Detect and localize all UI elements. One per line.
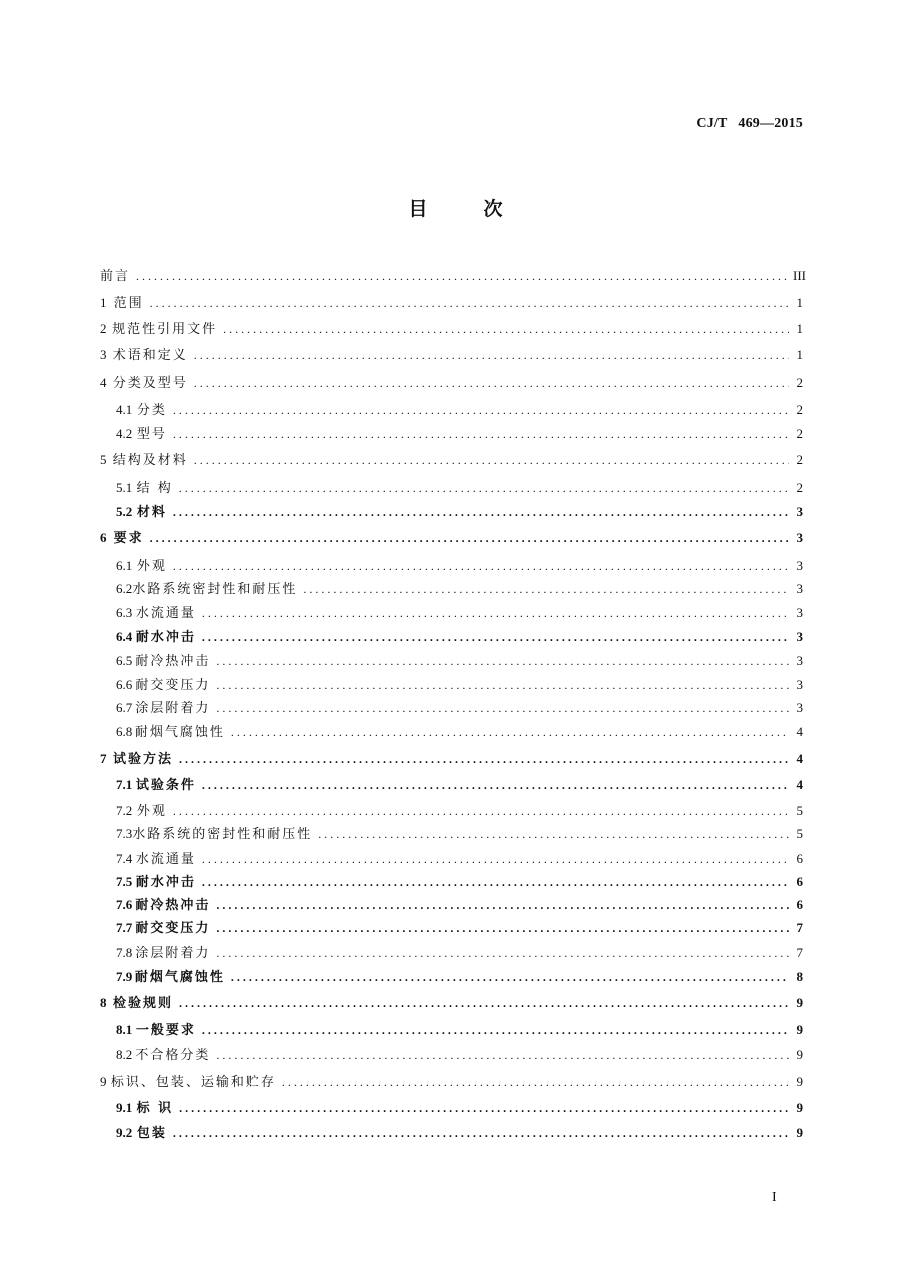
toc-entry-number: 7.9 [116,969,133,984]
toc-entry[interactable] [116,802,803,820]
toc-entry-page: 7 [796,920,803,935]
toc-entry-number: 6.3 [116,605,133,620]
toc-dot-leader [216,652,789,670]
toc-entry-page: 9 [796,1047,803,1062]
toc-entry[interactable] [100,346,803,364]
toc-entry-page: 8 [796,969,803,984]
toc-entry[interactable] [116,723,803,741]
toc-dot-leader [282,1073,789,1091]
toc-entry-number: 6.7 [116,700,133,715]
toc-entry-page: 3 [796,653,803,668]
toc-dot-leader [231,723,789,741]
toc-entry[interactable] [116,1124,803,1142]
toc-entry-label: 试验方法 [113,752,174,767]
toc-entry[interactable] [116,825,803,843]
toc-entry-label: 耐冷热冲击 [135,654,211,669]
toc-dot-leader [216,1046,789,1064]
toc-entry[interactable] [116,1099,803,1117]
toc-entry-page: 3 [796,605,803,620]
toc-entry-number: 7 [100,751,107,766]
toc-dot-leader [150,529,789,547]
toc-dot-leader [216,919,789,937]
toc-entry-page: 4 [796,777,803,792]
toc-entry-number: 4 [100,375,107,390]
toc-entry[interactable] [100,994,803,1012]
toc-entry-number: 6.4 [116,629,133,644]
toc-entry-page: 6 [796,874,803,889]
toc-entry-label: 耐水冲击 [135,630,196,645]
toc-dot-leader [179,1099,789,1117]
document-id: CJ/T 469—2015 [696,116,803,131]
toc-dot-leader [194,346,789,364]
toc-entry-label: 分类 [136,403,167,418]
toc-entry-label: 耐烟气腐蚀性 [134,725,225,740]
toc-entry-page: 2 [796,426,803,441]
toc-entry-number: 3 [100,347,107,362]
toc-entry-page: 7 [796,945,803,960]
toc-entry[interactable] [116,919,803,937]
toc-entry-page: 3 [796,581,803,596]
toc-dot-leader [194,374,789,392]
toc-dot-leader [303,580,789,598]
toc-entry-page: III [793,268,806,283]
toc-dot-leader [173,1124,789,1142]
toc-entry-label: 术语和定义 [112,348,188,363]
toc-entry-number: 5.1 [116,480,133,495]
toc-entry[interactable] [100,1073,803,1091]
toc-entry-page: 9 [796,1074,803,1089]
toc-entry-page: 3 [796,530,803,545]
toc-dot-leader [173,425,789,443]
toc-dot-leader [202,776,789,794]
toc-entry[interactable] [116,968,803,986]
toc-entry-number: 5 [100,452,107,467]
toc-entry-number: 6.8 [116,724,133,739]
toc-entry-number: 7.7 [116,920,133,935]
toc-entry-number: 6.2 [116,581,133,596]
toc-entry-number: 6.6 [116,677,133,692]
toc-entry-label: 包装 [136,1126,167,1141]
toc-entry-page: 3 [796,504,803,519]
toc-entry-page: 1 [796,321,803,336]
toc-entry-label: 型号 [136,427,167,442]
toc-entry-number: 6 [100,530,107,545]
toc-entry-label: 前言 [100,269,131,284]
toc-entry-number: 4.2 [116,426,133,441]
toc-entry-page: 2 [796,452,803,467]
toc-entry-number: 1 [100,295,107,310]
toc-entry-page: 3 [796,629,803,644]
toc-entry-page: 3 [796,558,803,573]
toc-entry-label: 耐水冲击 [135,875,196,890]
toc-dot-leader [216,699,789,717]
toc-entry[interactable] [116,1046,803,1064]
toc-entry-page: 4 [796,751,803,766]
toc-entry-label: 涂层附着力 [135,946,211,961]
toc-entry[interactable] [116,1021,803,1039]
toc-dot-leader [179,994,789,1012]
toc-dot-leader [150,294,789,312]
toc-entry[interactable] [100,267,806,285]
toc-dot-leader [173,401,789,419]
toc-entry-number: 9.2 [116,1125,133,1140]
toc-entry-label: 结 构 [136,481,173,496]
toc-entry-page: 9 [796,1022,803,1037]
toc-entry[interactable] [116,557,803,575]
toc-entry-number: 7.3 [116,826,133,841]
toc-entry[interactable] [116,676,803,694]
toc-entry[interactable] [100,750,803,768]
toc-entry[interactable] [100,374,803,392]
toc-entry-label: 水流通量 [135,852,196,867]
toc-entry-label: 耐交变压力 [135,921,211,936]
page-number: I [772,1190,777,1205]
page-title: 目次 [408,198,559,220]
toc-entry-page: 2 [796,402,803,417]
toc-entry[interactable] [100,294,803,312]
toc-entry[interactable] [116,652,803,670]
toc-entry-label: 标 识 [136,1101,174,1116]
toc-dot-leader [216,944,789,962]
toc-entry[interactable] [116,479,803,497]
toc-dot-leader [223,320,789,338]
toc-dot-leader [202,604,789,622]
toc-entry[interactable] [100,320,803,338]
toc-entry-label: 标识、包装、运输和贮存 [110,1075,276,1090]
toc-entry-page: 4 [796,724,803,739]
toc-dot-leader [173,802,789,820]
toc-entry-number: 8.2 [116,1047,133,1062]
toc-entry[interactable] [116,580,803,598]
toc-entry-label: 水流通量 [135,606,196,621]
toc-entry-label: 要求 [113,531,144,546]
toc-entry-number: 6.5 [116,653,133,668]
toc-dot-leader [173,503,789,521]
toc-dot-leader [194,451,789,469]
toc-entry[interactable] [100,451,803,469]
toc-entry[interactable] [116,604,803,622]
toc-entry[interactable] [116,776,803,794]
toc-entry-label: 分类及型号 [112,376,188,391]
toc-entry-page: 2 [796,375,803,390]
toc-entry-page: 1 [796,295,803,310]
toc-dot-leader [179,750,789,768]
toc-entry-label: 检验规则 [113,996,174,1011]
toc-entry-label: 水路系统的密封性和耐压性 [132,827,313,842]
toc-entry-number: 7.6 [116,897,133,912]
toc-entry[interactable] [100,529,803,547]
toc-entry-page: 9 [796,995,803,1010]
toc-entry-page: 3 [796,677,803,692]
toc-dot-leader [231,968,789,986]
toc-dot-leader [136,267,789,285]
toc-entry-number: 7.4 [116,851,133,866]
toc-entry-label: 耐烟气腐蚀性 [134,970,225,985]
toc-entry-label: 规范性引用文件 [112,322,218,337]
toc-entry[interactable] [116,873,803,891]
toc-entry-number: 4.1 [116,402,133,417]
toc-entry-page: 5 [796,826,803,841]
toc-entry-number: 7.2 [116,803,133,818]
toc-entry-page: 5 [796,803,803,818]
toc-entry-page: 9 [796,1100,803,1115]
toc-entry-label: 外观 [136,559,167,574]
toc-entry-number: 7.1 [116,777,133,792]
toc-dot-leader [216,896,789,914]
toc-entry-page: 9 [796,1125,803,1140]
toc-entry-number: 8.1 [116,1022,133,1037]
toc-entry[interactable] [116,503,803,521]
toc-dot-leader [202,850,789,868]
toc-entry-page: 1 [796,347,803,362]
toc-dot-leader [173,557,789,575]
toc-entry[interactable] [116,944,803,962]
toc-entry-label: 结构及材料 [112,453,188,468]
toc-entry-number: 6.1 [116,558,133,573]
toc-entry-label: 试验条件 [135,778,196,793]
toc-dot-leader [318,825,789,843]
toc-entry-label: 范围 [113,296,144,311]
toc-entry[interactable] [116,699,803,717]
toc-entry-page: 3 [796,700,803,715]
toc-dot-leader [202,628,789,646]
toc-entry-number: 7.5 [116,874,133,889]
toc-entry-number: 7.8 [116,945,133,960]
toc-entry-label: 水路系统密封性和耐压性 [132,582,298,597]
toc-entry-label: 耐冷热冲击 [135,898,211,913]
toc-entry-page: 6 [796,851,803,866]
toc-entry[interactable] [116,850,803,868]
toc-entry[interactable] [116,425,803,443]
toc-dot-leader [202,1021,789,1039]
toc-entry-page: 6 [796,897,803,912]
toc-entry-label: 材料 [136,505,167,520]
toc-entry-label: 涂层附着力 [135,701,211,716]
toc-dot-leader [202,873,789,891]
toc-entry-number: 9 [100,1074,107,1089]
toc-dot-leader [216,676,789,694]
toc-entry[interactable] [116,896,803,914]
toc-entry-number: 2 [100,321,107,336]
toc-entry[interactable] [116,628,803,646]
toc-entry-label: 耐交变压力 [135,678,211,693]
toc-entry-page: 2 [796,480,803,495]
toc-entry[interactable] [116,401,803,419]
toc-entry-label: 外观 [136,804,167,819]
toc-entry-number: 8 [100,995,107,1010]
toc-dot-leader [179,479,789,497]
toc-entry-label: 一般要求 [135,1023,196,1038]
toc-entry-number: 5.2 [116,504,133,519]
toc-entry-label: 不合格分类 [135,1048,211,1063]
toc-entry-number: 9.1 [116,1100,133,1115]
